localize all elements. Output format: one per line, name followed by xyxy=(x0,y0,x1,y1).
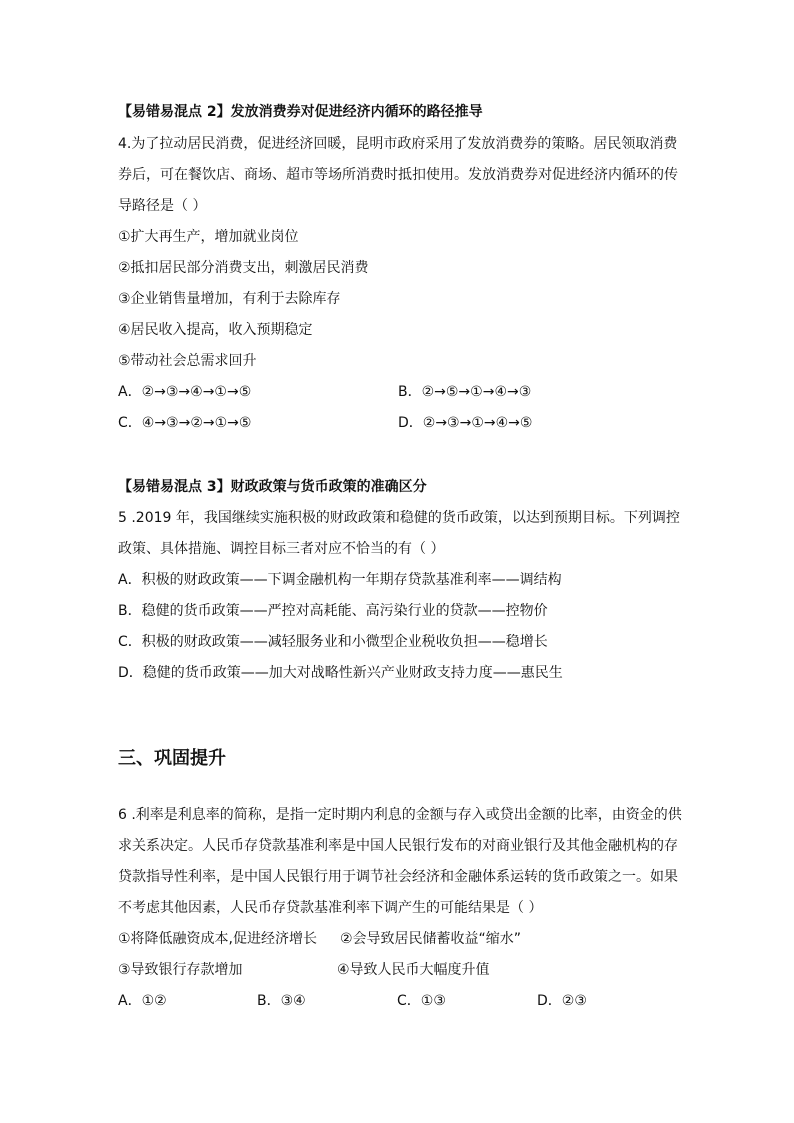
q4-item-3: ③企业销售量增加，有利于去除库存 xyxy=(118,291,341,307)
q5-line-2: 政策、具体措施、调控目标三者对应不恰当的有（ ） xyxy=(118,541,445,557)
q4-item-2: ②抵扣居民部分消费支出，刺激居民消费 xyxy=(118,260,369,276)
q6-option-c: C．①③ xyxy=(397,993,446,1009)
q6-item-3: ③导致银行存款增加 xyxy=(118,962,243,978)
q4-item-5: ⑤带动社会总需求回升 xyxy=(118,353,257,369)
q4-option-b: B．②→⑤→①→④→③ xyxy=(398,384,532,400)
q6-option-b: B．③④ xyxy=(257,993,306,1009)
q6-item-4: ④导致人民币大幅度升值 xyxy=(337,962,490,978)
q6-line-2: 求关系决定。人民币存贷款基准利率是中国人民银行发布的对商业银行及其他金融机构的存 xyxy=(118,838,678,854)
section-heading-2: 【易错易混点 2】发放消费券对促进经济内循环的路径推导 xyxy=(118,104,483,120)
q6-line-4: 不考虑其他因素，人民币存贷款基准利率下调产生的可能结果是（ ） xyxy=(118,900,543,916)
q4-line-2: 券后，可在餐饮店、商场、超市等场所消费时抵扣使用。发放消费券对促进经济内循环的传 xyxy=(118,167,678,183)
q4-item-1: ①扩大再生产，增加就业岗位 xyxy=(118,229,299,245)
q5-option-d: D．稳健的货币政策——加大对战略性新兴产业财政支持力度——惠民生 xyxy=(118,665,563,681)
q5-line-1: 5 .2019 年，我国继续实施积极的财政政策和稳健的货币政策，以达到预期目标。下列调控 xyxy=(118,510,680,526)
q6-line-3: 贷款指导性利率，是中国人民银行用于调节社会经济和金融体系运转的货币政策之一。如果 xyxy=(118,869,678,885)
q6-option-d: D．②③ xyxy=(537,993,587,1009)
q5-option-c: C．积极的财政政策——减轻服务业和小微型企业税收负担——稳增长 xyxy=(118,634,548,650)
q4-line-3: 导路径是（ ） xyxy=(118,198,207,214)
q4-option-d: D．②→③→①→④→⑤ xyxy=(398,415,533,431)
q6-line-1: 6 .利率是利息率的简称，是指一定时期内利息的金额与存入或贷出金额的比率，由资金的供 xyxy=(118,807,682,823)
q4-line-1: 4.为了拉动居民消费，促进经济回暖，昆明市政府采用了发放消费券的策略。居民领取消费 xyxy=(118,136,678,152)
q5-option-a: A．积极的财政政策——下调金融机构一年期存贷款基准利率——调结构 xyxy=(118,572,562,588)
q6-item-2: ②会导致居民储蓄收益“缩水” xyxy=(340,931,522,947)
q4-option-c: C．④→③→②→①→⑤ xyxy=(118,415,252,431)
section-heading-3: 【易错易混点 3】财政政策与货币政策的准确区分 xyxy=(118,479,427,495)
q5-option-b: B．稳健的货币政策——严控对高耗能、高污染行业的贷款——控物价 xyxy=(118,603,548,619)
q4-item-4: ④居民收入提高，收入预期稳定 xyxy=(118,322,313,338)
section-title: 三、巩固提升 xyxy=(118,748,226,769)
q6-option-a: A．①② xyxy=(118,993,167,1009)
q4-option-a: A．②→③→④→①→⑤ xyxy=(118,384,252,400)
q6-item-1: ①将降低融资成本,促进经济增长 xyxy=(118,931,318,947)
